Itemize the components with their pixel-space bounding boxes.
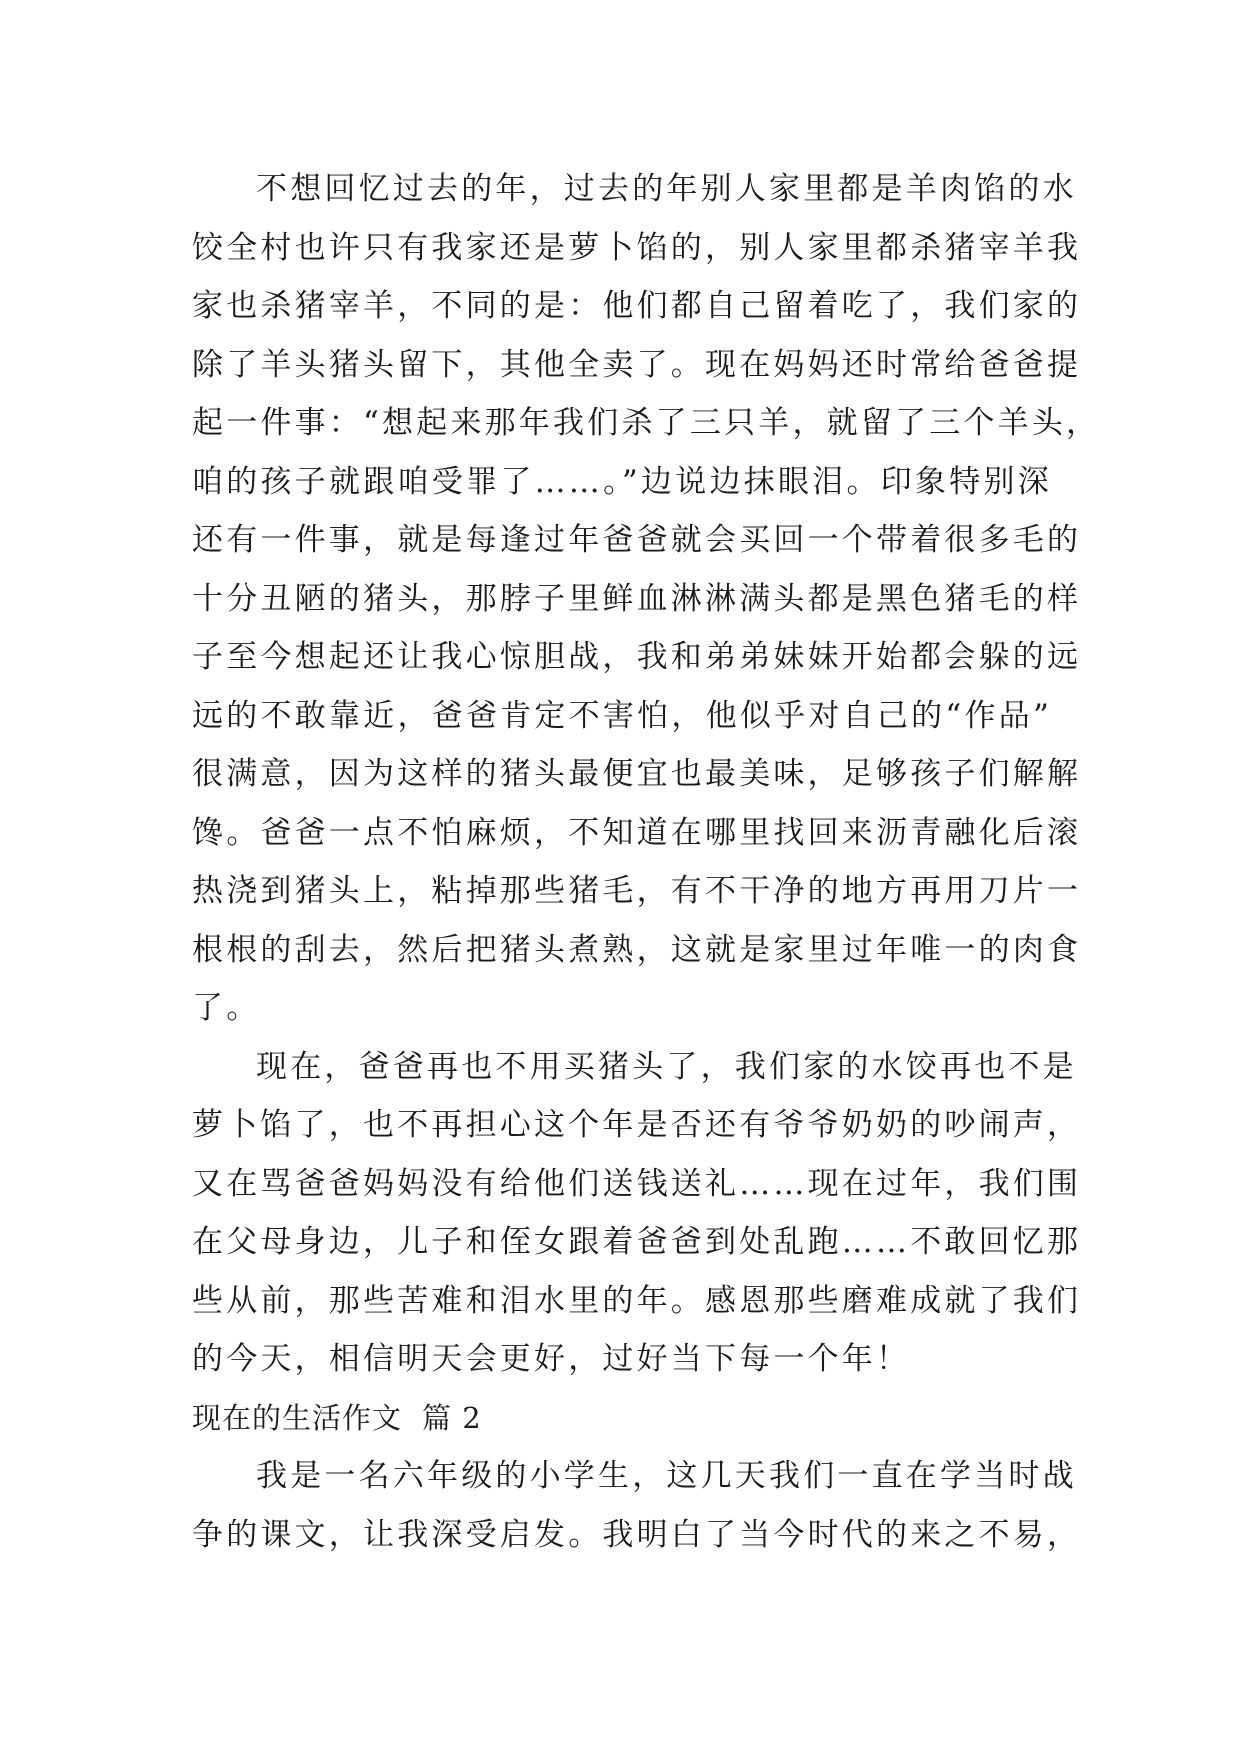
text-line: 除了羊头猪头留下，其他全卖了。现在妈妈还时常给爸爸提 <box>192 346 1082 383</box>
text-line: 热浇到猪头上，粘掉那些猪毛，有不干净的地方再用刀片一 <box>192 873 1082 909</box>
section-heading <box>192 1389 1052 1448</box>
text-line: 争的课文，让我深受启发。我明白了当今时代的来之不易， <box>192 1516 1082 1553</box>
text-line: 现在，爸爸再也不用买猪头了，我们家的水饺再也不是 <box>256 1048 1077 1085</box>
text-line: 咱的孩子就跟咱受罪了……。”边说边抹眼泪。印象特别深 <box>192 463 1052 500</box>
paragraph-present <box>192 1038 1082 1389</box>
text-line: 饺全村也许只有我家还是萝卜馅的，别人家里都杀猪宰羊我 <box>192 229 1082 266</box>
text-line: 十分丑陋的猪头，那脖子里鲜血淋淋满头都是黑色猪毛的样 <box>192 580 1082 617</box>
text-line: 了。 <box>192 990 261 1026</box>
paragraph-section-2-intro <box>192 1447 1082 1564</box>
text-line: 起一件事：“想起来那年我们杀了三只羊，就留了三个羊头， <box>192 405 1101 441</box>
text-line: 馋。爸爸一点不怕麻烦，不知道在哪里找回来沥青融化后滚 <box>192 814 1082 851</box>
text-line: 萝卜馅了，也不再担心这个年是否还有爷爷奶奶的吵闹声， <box>192 1107 1082 1143</box>
text-line: 家也杀猪宰羊，不同的是：他们都自己留着吃了，我们家的 <box>192 288 1082 324</box>
text-line: 子至今想起还让我心惊胆战，我和弟弟妹妹开始都会躲的远 <box>192 639 1082 675</box>
text-line: 我是一名六年级的小学生，这几天我们一直在学当时战 <box>256 1458 1077 1494</box>
text-line: 些从前，那些苦难和泪水里的年。感恩那些磨难成就了我们 <box>192 1282 1082 1319</box>
paragraph-memories <box>192 160 1101 1038</box>
text-line: 不想回忆过去的年，过去的年别人家里都是羊肉馅的水 <box>256 171 1077 207</box>
text-line: 根根的刮去，然后把猪头煮熟，这就是家里过年唯一的肉食 <box>192 931 1082 968</box>
text-line: 远的不敢靠近，爸爸肯定不害怕，他似乎对自己的“作品” <box>192 697 1052 734</box>
section-number: 篇 2 <box>422 1400 482 1435</box>
text-line: 又在骂爸爸妈妈没有给他们送钱送礼……现在过年，我们围 <box>192 1165 1082 1202</box>
text-line: 很满意，因为这样的猪头最便宜也最美味，足够孩子们解解 <box>192 756 1082 792</box>
text-line: 还有一件事，就是每逢过年爸爸就会买回一个带着很多毛的 <box>192 522 1082 558</box>
document-body <box>192 160 1101 1564</box>
section-title: 现在的生活作文 <box>192 1400 403 1435</box>
text-line: 的今天，相信明天会更好，过好当下每一个年！ <box>192 1341 911 1377</box>
text-line: 在父母身边，儿子和侄女跟着爸爸到处乱跑……不敢回忆那 <box>192 1224 1082 1260</box>
